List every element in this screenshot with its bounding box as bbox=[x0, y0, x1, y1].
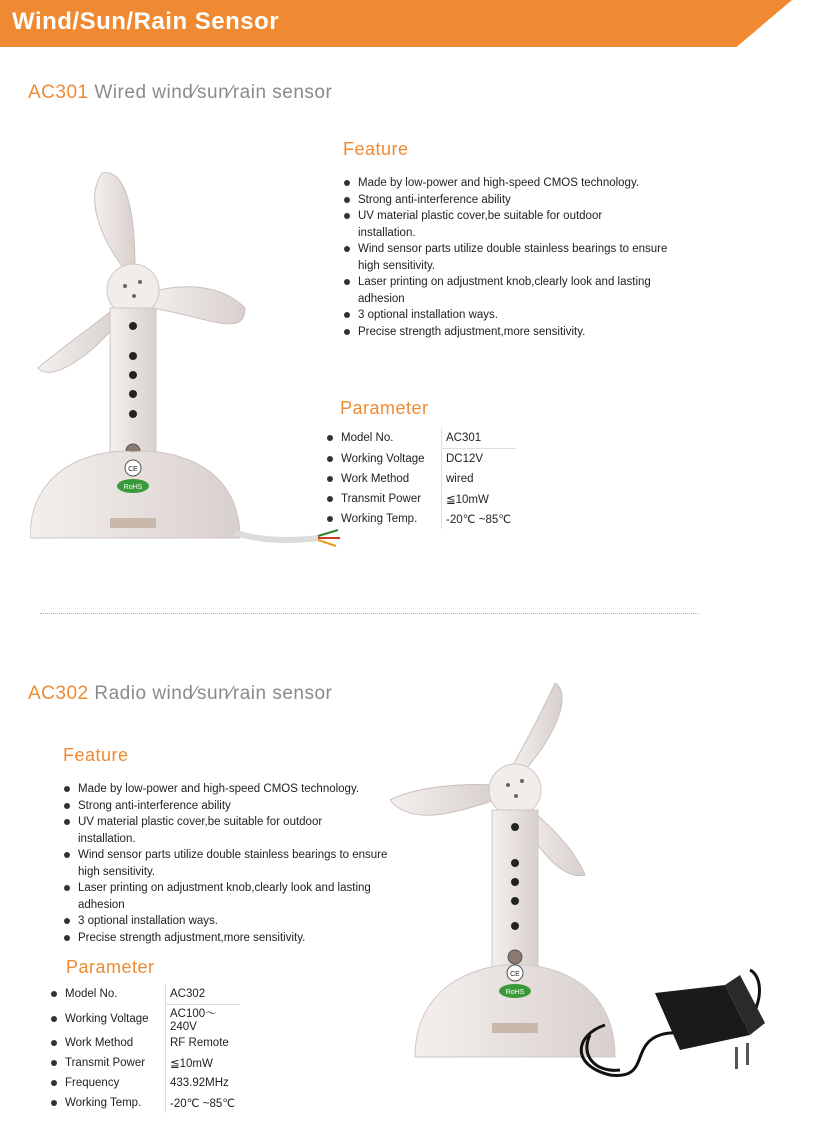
parameter-row bbox=[325, 449, 516, 470]
parameter-value: AC301 bbox=[442, 428, 517, 449]
product-title-ac302 bbox=[28, 683, 332, 705]
parameter-label: Work Method bbox=[341, 473, 410, 485]
parameter-heading-ac301: Parameter bbox=[340, 398, 429, 418]
parameter-table-ac301 bbox=[325, 428, 516, 529]
ce-label: CE bbox=[128, 466, 138, 473]
parameter-label: Frequency bbox=[65, 1077, 120, 1089]
feature-item: 3 optional installation ways. bbox=[62, 913, 392, 930]
parameter-row bbox=[325, 489, 516, 509]
feature-item: 3 optional installation ways. bbox=[342, 307, 672, 324]
blade bbox=[95, 173, 135, 270]
blade bbox=[390, 785, 495, 816]
parameter-value: wired bbox=[442, 469, 517, 489]
feature-item: Laser printing on adjustment knob,clearly look and lasting adhesion bbox=[342, 274, 658, 307]
parameter-row bbox=[49, 984, 240, 1005]
product-title-ac301 bbox=[28, 82, 332, 104]
section-divider bbox=[40, 613, 698, 614]
parameter-row bbox=[49, 1073, 240, 1093]
feature-item: Wind sensor parts utilize double stainless bearings to ensure high sensitivity. bbox=[62, 847, 393, 880]
parameter-value: ≦10mW bbox=[442, 489, 517, 509]
feature-list-ac302 bbox=[62, 781, 392, 946]
feature-item: Strong anti-interference ability bbox=[62, 798, 392, 815]
blade bbox=[38, 308, 122, 372]
feature-item: Wind sensor parts utilize double stainless bearings to ensure high sensitivity. bbox=[342, 241, 673, 274]
parameter-row bbox=[49, 1093, 240, 1113]
parameter-row bbox=[49, 1053, 240, 1073]
parameter-row bbox=[49, 1033, 240, 1053]
parameter-label: Transmit Power bbox=[65, 1057, 146, 1069]
parameter-value: -20℃ ~85℃ bbox=[442, 509, 517, 529]
ce-label: CE bbox=[510, 971, 520, 978]
feature-item: Strong anti-interference ability bbox=[342, 192, 672, 209]
rohs-label: RoHS bbox=[505, 989, 525, 996]
feature-heading-ac302: Feature bbox=[63, 745, 129, 765]
cable bbox=[235, 533, 320, 540]
ac302-sensor-image bbox=[390, 675, 780, 1095]
parameter-value: AC100～240V bbox=[166, 1005, 241, 1034]
parameter-label: Model No. bbox=[341, 432, 394, 445]
product-name: Radio wind∕sun∕rain sensor bbox=[94, 683, 333, 704]
blade bbox=[510, 683, 562, 775]
parameter-label: Working Temp. bbox=[341, 513, 418, 525]
parameter-row bbox=[325, 509, 516, 529]
feature-item: UV material plastic cover,be suitable for outdoor installation. bbox=[62, 814, 363, 847]
parameter-row bbox=[49, 1005, 240, 1034]
parameter-value: AC302 bbox=[166, 984, 241, 1005]
parameter-row bbox=[325, 428, 516, 449]
parameter-value: ≦10mW bbox=[166, 1053, 241, 1073]
parameter-row bbox=[325, 469, 516, 489]
parameter-value: RF Remote bbox=[166, 1033, 241, 1053]
parameter-table-ac302 bbox=[49, 984, 240, 1113]
feature-list-ac301 bbox=[342, 175, 672, 340]
feature-item: UV material plastic cover,be suitable for outdoor installation. bbox=[342, 208, 643, 241]
parameter-label: Working Voltage bbox=[341, 452, 425, 465]
feature-item: Laser printing on adjustment knob,clearly look and lasting adhesion bbox=[62, 880, 378, 913]
parameter-heading-ac302: Parameter bbox=[66, 957, 155, 977]
hub bbox=[489, 764, 541, 816]
parameter-label: Working Temp. bbox=[65, 1097, 142, 1109]
blade bbox=[148, 287, 245, 324]
page-title: Wind/Sun/Rain Sensor bbox=[12, 8, 280, 35]
feature-item: Precise strength adjustment,more sensitivity. bbox=[62, 930, 392, 947]
product-name: Wired wind∕sun∕rain sensor bbox=[94, 82, 333, 103]
ac301-sensor-image bbox=[30, 168, 350, 558]
parameter-value: -20℃ ~85℃ bbox=[166, 1093, 241, 1113]
feature-item: Precise strength adjustment,more sensitivity. bbox=[342, 324, 672, 341]
rohs-label: RoHS bbox=[123, 484, 143, 491]
parameter-value: 433.92MHz bbox=[166, 1073, 241, 1093]
feature-heading-ac301: Feature bbox=[343, 139, 409, 159]
product-code: AC302 bbox=[28, 683, 89, 704]
parameter-value: DC12V bbox=[442, 449, 517, 470]
feature-item: Made by low-power and high-speed CMOS technology. bbox=[342, 175, 672, 192]
product-code: AC301 bbox=[28, 82, 89, 103]
parameter-label: Transmit Power bbox=[341, 493, 422, 505]
parameter-label: Work Method bbox=[65, 1037, 134, 1049]
parameter-label: Working Voltage bbox=[65, 1012, 149, 1025]
parameter-label: Model No. bbox=[65, 988, 118, 1001]
feature-item: Made by low-power and high-speed CMOS technology. bbox=[62, 781, 392, 798]
